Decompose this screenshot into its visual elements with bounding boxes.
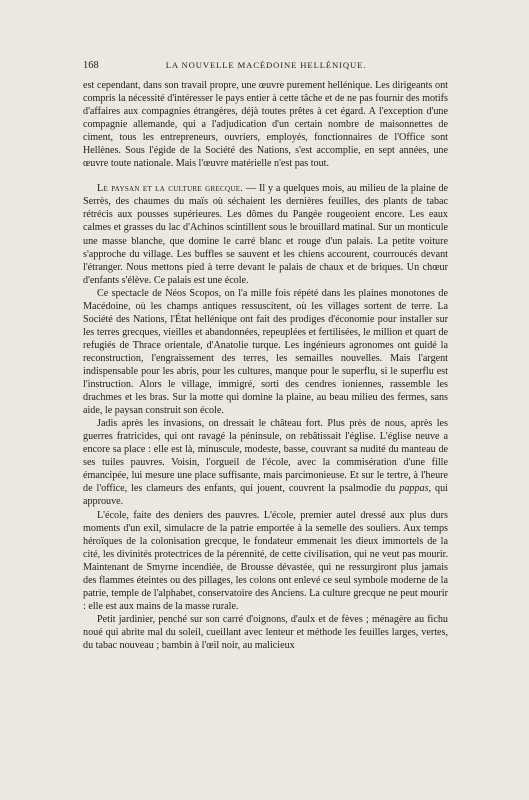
- paragraph-4-italic: pappas: [399, 483, 429, 495]
- section-heading: Le paysan et la culture grecque.: [97, 183, 244, 195]
- paragraph-4: [83, 417, 448, 508]
- paragraph-6: Petit jardinier, penché sur son carré d'oignons, d'aulx et de fèves ; ménagère au fichu noué qui abrite mal du soleil, cueillant avec lenteur et méthode les feuilles larges, vertes, du tabac nouveau ; bambin à l'œil noir, au malicieux: [83, 613, 448, 651]
- paragraph-4-text-b: , qui approuve.: [83, 483, 448, 508]
- page-header: [83, 60, 449, 74]
- paragraph-4-text-a: Jadis après les invasions, on dressait le château fort. Plus près de nous, après les guerres fratricides, qui ont ravagé la péninsule, on rebâtissait l'église. L'église neuve a encore sa place : elle est là, minuscule, modeste, basse, couvrant sa nudité du manteau de ses tuiles pauvres. Voisin, l'orgueil de l'école, avec la commisération d'une fille émancipée, lui mesure une place suffisante, mais parcimonieuse. Et sur le tertre, à l'heure de l'office, les clameurs des enfants, qui jouent, couvrent la psalmodie du: [83, 418, 448, 495]
- running-title: LA NOUVELLE MACÉDOINE HELLÉNIQUE.: [165, 60, 367, 70]
- page-number: 168: [83, 60, 99, 71]
- paragraph-2: [83, 182, 448, 286]
- body-text: [83, 79, 448, 652]
- paragraph-3: Ce spectacle de Néos Scopos, on l'a mille fois répété dans les plaines monotones de Macédoine, où les champs antiques ressuscitent, où les villages sortent de terre. La Société des Nations, l'État hellénique ont fait des prodiges d'économie pour installer sur les terres grecques, vieilles et abandonnées, repeuplées et fertilisées, le million et quart de refugiés de Thrace orientale, d'Anatolie turque. Les ingénieurs agronomes ont guidé la reconstruction, l'engraissement des terres, les semailles nouvelles. Mais l'argent indispensable pour les abris, pour les cultures, manque pour le superflu, si le superflu est l'instruction. Alors le village, immigré, sorti des cendres ioniennes, rassemble les drachmes et les bras. Sur la motte qui domine la plaine, au beau milieu des fermes, sans aide, le paysan construit son école.: [83, 287, 448, 417]
- paragraph-5: L'école, faite des deniers des pauvres. L'école, premier autel dressé aux plus durs moments d'un exil, simulacre de la patrie emportée à la semelle des souliers. Aux temps héroïques de la colonisation grecque, le fondateur emmenait les dieux immortels de la cité, les divinités protectrices de la pérennité, de cette civilisation, qui ne veut pas mourir. Maintenant de Smyrne incendiée, de Brousse dévastée, qui ne ressurgiront plus jamais des flammes éteintes ou des pillages, les colons ont enlevé ce seul symbole moderne de la patrie, temple de l'alphabet, conservatoire des Anciens. La culture grecque ne peut mourir : elle est aux mains de la masse rurale.: [83, 509, 448, 612]
- paragraph-2-text: — Il y a quelques mois, au milieu de la plaine de Serrès, des chaumes du maïs où séchaient les dernières feuilles, des plants de tabac rétrécis aux pousses supérieures. Les dômes du Pangée rougeoient encore. Les eaux calmes et grasses du lac d'Achinos scintillent sous le brouillard matinal. Sur un monticule une masse blanche, que domine le carré blanc et rouge d'un palais. La petite voiture s'approche du village. Les buffles se sauvent et les chiens accourent, courroucés devant l'étranger. Nous mettons pied à terre devant le palais de chaux et de briques. Un chœur d'enfants s'élève. Ce palais est une école.: [83, 183, 448, 286]
- paragraph-1: est cependant, dans son travail propre, une œuvre purement hellénique. Les dirigeants ont compris la nécessité d'intéresser le pays entier à cette tâche et de ne pas fournir des motifs d'affaires aux compagnies étrangères, déjà toutes prêtes à cet égard. A l'exception d'une compagnie allemande, qui a l'adjudication d'un certain nombre de maisonnettes de ciment, tous les entrepreneurs, ouvriers, employés, fonctionnaires de l'Office sont Hellènes. Sous l'égide de la Société des Nations, s'est accomplie, en sept années, une œuvre toute nationale. Mais l'œuvre matérielle n'est pas tout.: [83, 80, 448, 170]
